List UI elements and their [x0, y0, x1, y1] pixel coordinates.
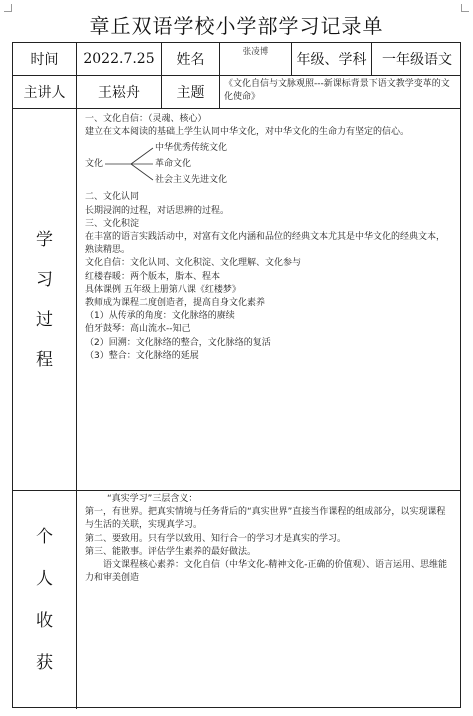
page-title: 章丘双语学校小学部学习记录单: [89, 14, 384, 38]
gains-label-char: 获: [36, 653, 53, 673]
text-line: 红楼春暖：两个版本，脂本、程本: [85, 271, 221, 282]
record-table: [12, 42, 461, 708]
tree-branch: 中华优秀传统文化: [155, 143, 228, 154]
learning-label-char: 习: [36, 269, 53, 290]
text-line: 语文课程核心素养：文化自信（中华文化-精神文化-正确的价值观）、语言运用、思维能力和审美创造: [85, 560, 447, 584]
text-line: 一、文化自信：（灵魂、核心）: [85, 114, 207, 124]
text-line: 长期浸润的过程，对话思辨的过程。: [85, 205, 230, 216]
gains-label: [13, 491, 77, 709]
row-time: [13, 43, 460, 76]
learning-label-char: 过: [36, 309, 53, 330]
speaker-label: 主讲人: [13, 76, 77, 108]
row-gains: [13, 491, 460, 709]
gains-content: [77, 491, 460, 709]
text-line: 教师成为课程二度创造者，提高自身文化素养: [85, 298, 266, 309]
text-line: 第二、要致用。只有学以致用、知行合一的学习才是真实的学习。: [85, 533, 347, 544]
grade-label: 年级、学科: [292, 43, 372, 75]
tree-branch: 社会主义先进文化: [155, 175, 228, 186]
topic-label: 主题: [162, 76, 220, 108]
name-value: 张凌博: [220, 43, 292, 75]
time-value: 2022.7.25: [77, 43, 162, 75]
text-line: （3）整合：文化脉络的延展: [85, 350, 199, 361]
text-line: 具体课例 五年级上册第八课《红楼梦》: [85, 284, 241, 295]
gains-label-char: 收: [36, 611, 53, 631]
text-line: 第一，有世界。把真实情境与任务背后的“真实世界”直接当作课程的组成部分，以实现课程与生活的关联，实现真学习。: [85, 507, 446, 531]
row-speaker: [13, 76, 460, 109]
text-line: 三、文化积淀: [85, 218, 140, 229]
time-label: 时间: [13, 43, 77, 75]
gains-label-char: 人: [36, 569, 53, 589]
text-line: 二、文化认同: [85, 192, 140, 203]
learning-label-char: 程: [36, 349, 53, 370]
text-line: 文化自信：文化认同、文化积淀、文化理解、文化参与: [85, 258, 302, 269]
text-line: 伯牙鼓琴：高山流水--知己: [85, 324, 191, 335]
learning-content: [77, 109, 460, 490]
learning-label-char: 学: [36, 229, 53, 250]
culture-tree-diagram: [85, 141, 452, 189]
tree-root: 文化: [85, 159, 104, 170]
text-line: （2）回溯：文化脉络的整合，文化脉络的复活: [85, 337, 271, 348]
text-line: 在丰富的语言实践活动中，对富有文化内涵和品位的经典文本尤其是中华文化的经典文本，熟读精思。: [85, 232, 446, 256]
name-label: 姓名: [162, 43, 220, 75]
learning-label: [13, 109, 77, 490]
tree-branch: 革命文化: [155, 159, 192, 170]
text-line: 第三、能散事。评估学生素养的最好做法。: [85, 546, 257, 557]
text-line: 建立在文本阅读的基础上学生认同中华文化，对中华文化的生命力有坚定的信心。: [85, 127, 410, 138]
speaker-value: 王崧舟: [77, 76, 162, 108]
row-learning: [13, 109, 460, 491]
grade-value: 一年级语文: [382, 52, 452, 68]
gains-label-char: 个: [36, 527, 53, 547]
topic-value: 《文化自信与文脉观照---新课标背景下语文教学变革的文化使命》: [224, 79, 450, 102]
text-line: （1）从传承的角度：文化脉络的赓续: [85, 311, 235, 322]
text-line: “真实学习”三层含义：: [107, 494, 198, 504]
